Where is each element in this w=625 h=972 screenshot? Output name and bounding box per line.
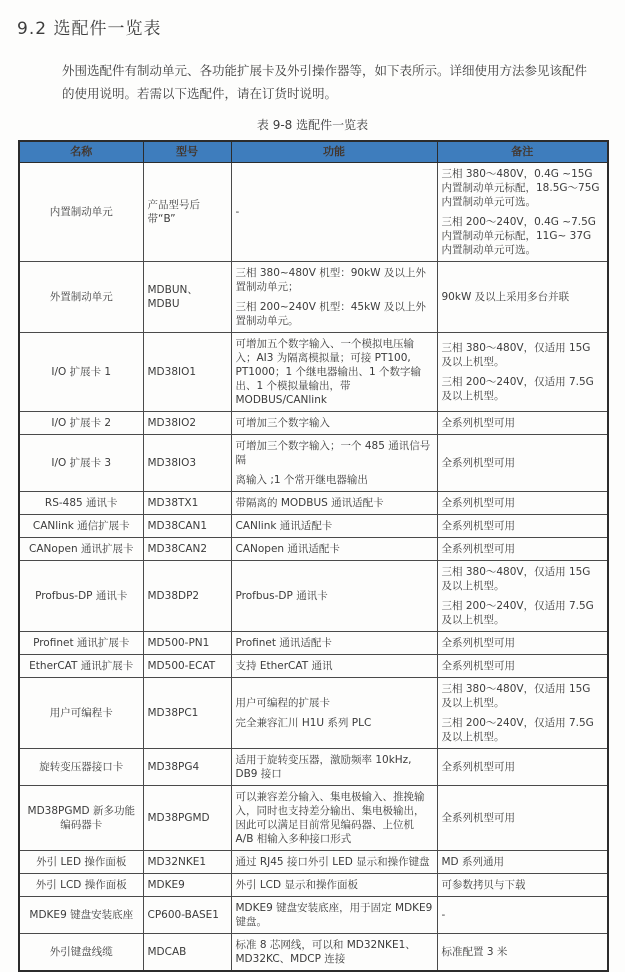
cell-remark [437,655,608,678]
table-body [19,163,608,972]
cell-paragraph: Profinet 通讯适配卡 [235,637,332,649]
cell-paragraph: 三相 200～240V，仅适用 7.5G 及以上机型。 [441,600,594,626]
cell-paragraph: 全系列机型可用 [441,457,515,469]
table-row [19,749,608,786]
cell-remark [437,262,608,333]
cell-model: MD500-PN1 [143,632,231,655]
table-row [19,934,608,972]
cell-function [231,561,437,632]
cell-name: 外引 LED 操作面板 [19,851,143,874]
cell-paragraph: 三相 380~480V 机型：90kW 及以上外置制动单元； [235,267,426,293]
cell-name: Profinet 通讯扩展卡 [19,632,143,655]
cell-name: 外引 LCD 操作面板 [19,874,143,897]
cell-paragraph: 全系列机型可用 [441,660,515,672]
cell-model: MD38CAN2 [143,538,231,561]
cell-remark [437,515,608,538]
cell-model: MDKE9 [143,874,231,897]
table-row [19,897,608,934]
cell-paragraph: 适用于旋转变压器，激励频率 10kHz, DB9 接口 [235,754,412,780]
cell-paragraph: 三相 380～480V，0.4G ~15G 内置制动单元标配，18.5G～75G 内置制动单元可选。 [441,168,600,208]
intro-line-1: 外围选配件有制动单元、各功能扩展卡及外引操作器等，如下表所示。详细使用方法参见该配件 [62,63,588,78]
cell-remark [437,333,608,412]
cell-remark [437,163,608,262]
cell-paragraph: 三相 200～240V，仅适用 7.5G 及以上机型。 [441,717,594,743]
table-row [19,412,608,435]
table-row [19,492,608,515]
cell-paragraph: 标准 8 芯网线，可以和 MD32NKE1、MD32KC、MDCP 连接 [235,939,416,965]
cell-remark [437,749,608,786]
cell-name: 旋转变压器接口卡 [19,749,143,786]
intro-paragraph [62,59,592,105]
cell-paragraph: 全系列机型可用 [441,417,515,429]
cell-paragraph: 全系列机型可用 [441,761,515,773]
cell-model: MDBUN、MDBU [143,262,231,333]
cell-function [231,632,437,655]
cell-function [231,333,437,412]
cell-remark [437,632,608,655]
cell-name: CANopen 通讯扩展卡 [19,538,143,561]
cell-function [231,897,437,934]
cell-name: Profbus-DP 通讯卡 [19,561,143,632]
table-caption: 表 9-8 选配件一览表 [256,118,369,132]
table-row [19,786,608,851]
cell-model: MD500-ECAT [143,655,231,678]
cell-model: MD38IO2 [143,412,231,435]
cell-model: MD38PGMD [143,786,231,851]
cell-model: MD38IO3 [143,435,231,492]
table-row [19,163,608,262]
cell-paragraph: 可增加五个数字输入、一个模拟电压输入；AI3 为隔离模拟量；可接 PT100, PT1000；1 个继电器输出、1 个数字输出、1 个模拟量输出，带 MODBUS/CANlink [235,338,422,406]
cell-function [231,749,437,786]
cell-remark [437,492,608,515]
cell-model: MD38TX1 [143,492,231,515]
cell-name: I/O 扩展卡 2 [19,412,143,435]
cell-name: I/O 扩展卡 3 [19,435,143,492]
cell-remark [437,786,608,851]
column-header: 型号 [143,141,231,163]
cell-paragraph: 可增加三个数字输入；一个 485 通讯信号隔 [235,440,431,466]
cell-remark [437,412,608,435]
cell-paragraph: 三相 200～240V，仅适用 7.5G 及以上机型。 [441,376,594,402]
cell-paragraph: - [235,206,240,218]
accessories-table [18,140,609,972]
cell-paragraph: 外引 LCD 显示和操作面板 [235,879,358,891]
cell-remark [437,435,608,492]
table-row [19,851,608,874]
table-row [19,655,608,678]
cell-paragraph: 用户可编程的扩展卡 [235,697,330,709]
section-title: 9.2 选配件一览表 [17,19,162,39]
cell-name: 用户可编程卡 [19,678,143,749]
cell-paragraph: 三相 200~240V 机型：45kW 及以上外置制动单元。 [235,301,426,327]
table-row [19,678,608,749]
cell-paragraph: 全系列机型可用 [441,543,515,555]
cell-model: CP600-BASE1 [143,897,231,934]
cell-function [231,163,437,262]
cell-model: 产品型号后带“B” [143,163,231,262]
cell-function [231,435,437,492]
table-row [19,874,608,897]
cell-model: MD38IO1 [143,333,231,412]
cell-remark [437,538,608,561]
cell-function [231,412,437,435]
cell-function [231,851,437,874]
cell-model: MD32NKE1 [143,851,231,874]
cell-function [231,934,437,972]
cell-paragraph: 全系列机型可用 [441,520,515,532]
table-row [19,435,608,492]
table-row [19,262,608,333]
cell-paragraph: 带隔离的 MODBUS 通讯适配卡 [235,497,384,509]
cell-paragraph: Profbus-DP 通讯卡 [235,590,328,602]
cell-function [231,262,437,333]
cell-name: I/O 扩展卡 1 [19,333,143,412]
cell-name: EtherCAT 通讯扩展卡 [19,655,143,678]
cell-paragraph: 全系列机型可用 [441,637,515,649]
table-row [19,515,608,538]
cell-remark [437,934,608,972]
column-header: 功能 [231,141,437,163]
cell-paragraph: 可增加三个数字输入 [235,417,330,429]
table-row [19,333,608,412]
cell-name: MDKE9 键盘安装底座 [19,897,143,934]
cell-function [231,538,437,561]
cell-name: RS-485 通讯卡 [19,492,143,515]
cell-function [231,678,437,749]
cell-paragraph: 支持 EtherCAT 通讯 [235,660,333,672]
table-row [19,632,608,655]
cell-remark [437,678,608,749]
cell-paragraph: 三相 380～480V，仅适用 15G 及以上机型。 [441,566,591,592]
cell-remark [437,561,608,632]
cell-paragraph: CANlink 通讯适配卡 [235,520,333,532]
cell-name: CANlink 通信扩展卡 [19,515,143,538]
cell-paragraph: 90kW 及以上采用多台并联 [441,291,570,303]
cell-model: MDCAB [143,934,231,972]
cell-paragraph: 全系列机型可用 [441,497,515,509]
cell-name: 外置制动单元 [19,262,143,333]
cell-paragraph: CANopen 通讯适配卡 [235,543,340,555]
cell-paragraph: MD 系列通用 [441,856,504,868]
cell-paragraph: 可以兼容差分输入、集电极输入、推挽输入，同时也支持差分输出、集电极输出，因此可以满足目前常见编码器、上位机 A/B 相输入多种接口形式 [235,791,425,845]
cell-remark [437,851,608,874]
cell-model: MD38PC1 [143,678,231,749]
cell-paragraph: 通过 RJ45 接口外引 LED 显示和操作键盘 [235,856,430,868]
intro-line-2: 的使用说明。若需以下选配件，请在订货时说明。 [62,86,338,101]
cell-name: 内置制动单元 [19,163,143,262]
cell-function [231,786,437,851]
cell-paragraph: 三相 380～480V，仅适用 15G 及以上机型。 [441,342,591,368]
cell-name: MD38PGMD 新多功能编码器卡 [19,786,143,851]
cell-paragraph: 全系列机型可用 [441,812,515,824]
cell-paragraph: 可参数拷贝与下载 [441,879,526,891]
header-row [19,141,608,163]
cell-paragraph: 完全兼容汇川 H1U 系列 PLC [235,717,372,729]
cell-paragraph: MDKE9 键盘安装底座，用于固定 MDKE9 键盘。 [235,902,433,928]
cell-function [231,492,437,515]
table-row [19,561,608,632]
column-header: 名称 [19,141,143,163]
cell-paragraph: - [441,909,446,921]
cell-function [231,515,437,538]
cell-name: 外引键盘线缆 [19,934,143,972]
cell-paragraph: 三相 380～480V，仅适用 15G 及以上机型。 [441,683,591,709]
column-header: 备注 [437,141,608,163]
cell-paragraph: 离输入 ;1 个常开继电器输出 [235,474,368,486]
cell-paragraph: 三相 200～240V，0.4G ~7.5G 内置制动单元标配，11G~ 37G 内置制动单元可选。 [441,216,596,256]
cell-function [231,655,437,678]
cell-remark [437,874,608,897]
cell-model: MD38DP2 [143,561,231,632]
cell-paragraph: 标准配置 3 米 [441,946,508,958]
table-row [19,538,608,561]
cell-remark [437,897,608,934]
cell-model: MD38CAN1 [143,515,231,538]
cell-function [231,874,437,897]
cell-model: MD38PG4 [143,749,231,786]
